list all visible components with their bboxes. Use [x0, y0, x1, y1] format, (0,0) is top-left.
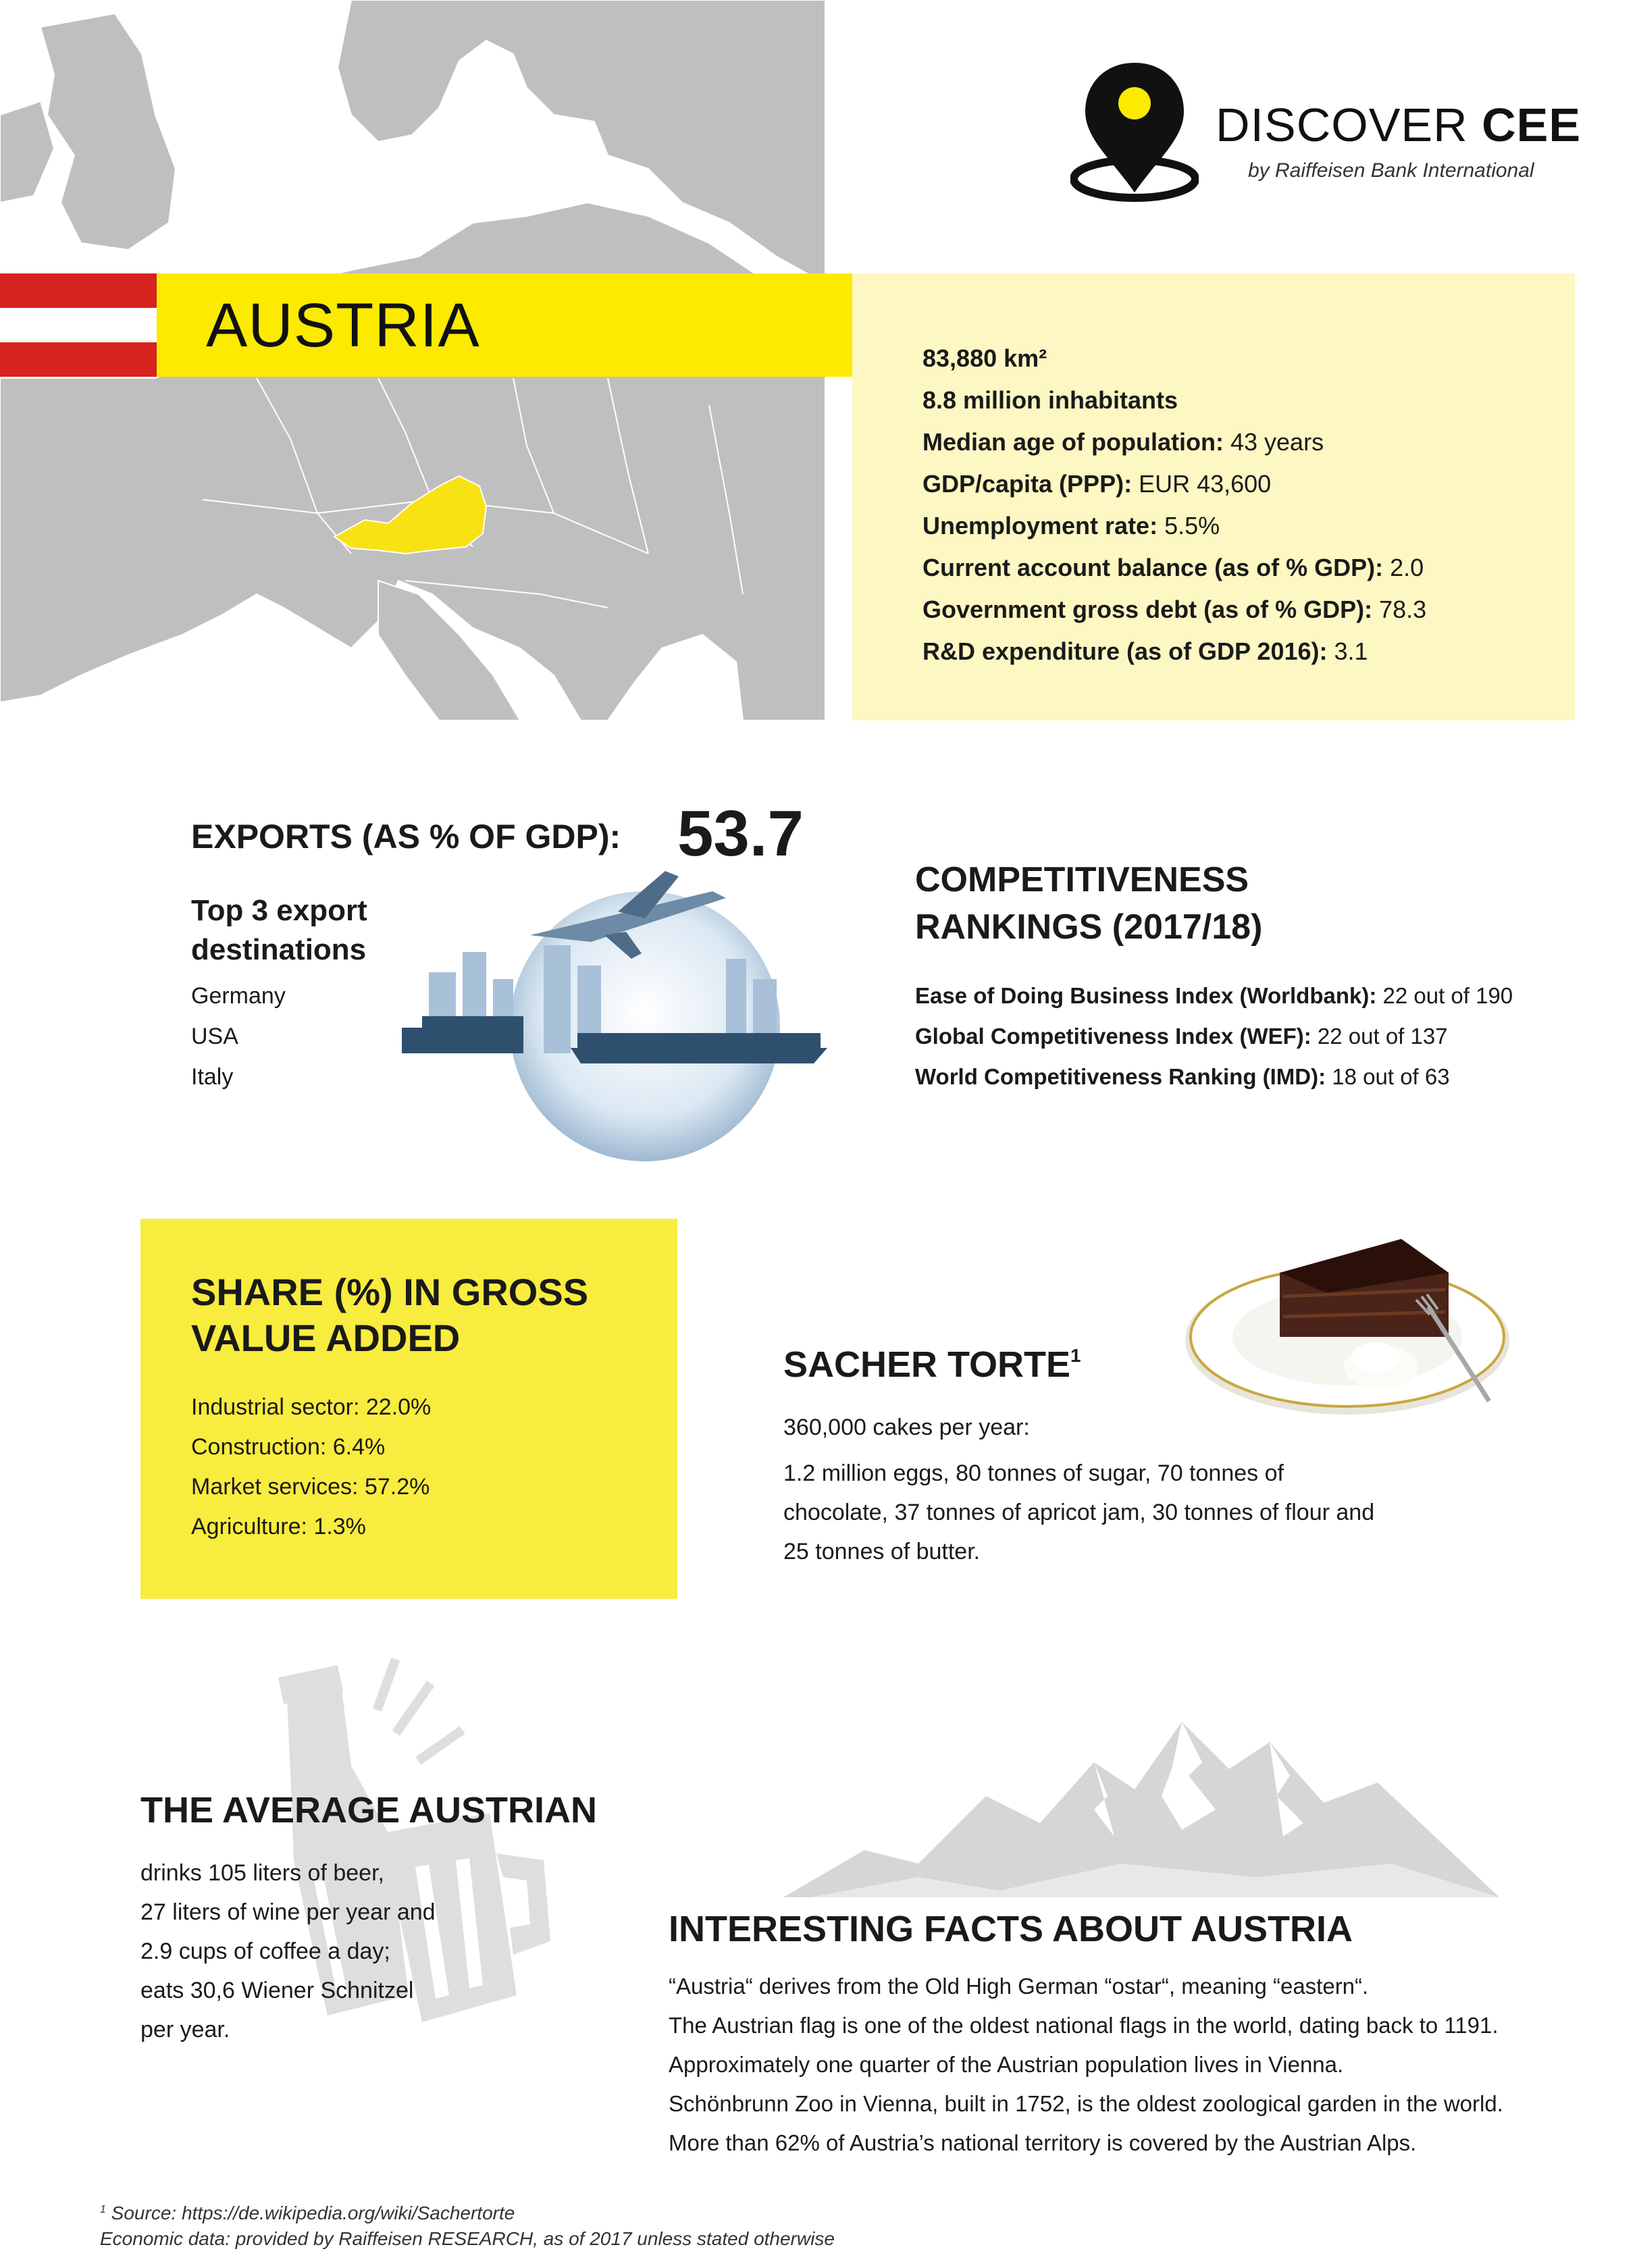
- key-fact-area: 83,880 km²: [923, 344, 1047, 372]
- average-austrian-title: THE AVERAGE AUSTRIAN: [140, 1790, 598, 1830]
- country-title: AUSTRIA: [206, 291, 480, 360]
- list-item: More than 62% of Austria’s national territory is covered by the Austrian Alps.: [669, 2130, 1417, 2155]
- key-fact-current-account: Current account balance (as of % GDP): 2.0: [923, 554, 1424, 581]
- key-fact-unemployment: Unemployment rate: 5.5%: [923, 512, 1220, 539]
- sacher-torte-title: SACHER TORTE$^1$: [783, 1344, 1081, 1385]
- interesting-facts-title: INTERESTING FACTS ABOUT AUSTRIA: [669, 1909, 1353, 1949]
- list-item: Agriculture: 1.3%: [191, 1514, 366, 1539]
- list-item: drinks 105 liters of beer,: [140, 1860, 384, 1886]
- list-item: Market services: 57.2%: [191, 1474, 430, 1500]
- key-fact-gov-debt: Government gross debt (as of % GDP): 78.3: [923, 596, 1427, 623]
- exports-value: 53.7: [677, 797, 804, 870]
- gva-title: SHARE (%) IN GROSS VALUE ADDED: [191, 1271, 589, 1359]
- footnote-economic-data: Economic data: provided by Raiffeisen RESEARCH, as of 2017 unless stated otherwise: [100, 2228, 835, 2249]
- austrian-flag: [0, 273, 157, 377]
- ranking-global-competitiveness: Global Competitiveness Index (WEF): 22 out of 137: [915, 1024, 1448, 1049]
- list-item: USA: [191, 1024, 238, 1049]
- list-item: Approximately one quarter of the Austrian population lives in Vienna.: [669, 2052, 1344, 2077]
- export-destinations-list: [191, 976, 286, 1097]
- location-pin-icon: [1070, 57, 1199, 203]
- logo-wordmark: DISCOVER CEE: [1216, 99, 1582, 151]
- sacher-torte-text: 1.2 million eggs, 80 tonnes of sugar, 70 tonnes of chocolate, 37 tonnes of apricot jam, 30 tonnes of flour and 25 tonnes of butter.: [783, 1460, 1375, 1564]
- key-facts-list: [923, 338, 1530, 673]
- list-item: “Austria“ derives from the Old High German “ostar“, meaning “eastern“.: [669, 1974, 1369, 1999]
- key-fact-median-age: Median age of population: 43 years: [923, 428, 1324, 456]
- list-item: Italy: [191, 1064, 234, 1090]
- exports-title: EXPORTS (AS % OF GDP):: [191, 818, 621, 855]
- competitiveness-title: COMPETITIVENESS RANKINGS (2017/18): [915, 860, 1263, 947]
- gva-list: [191, 1388, 431, 1547]
- list-item: The Austrian flag is one of the oldest national flags in the world, dating back to 1191.: [669, 2013, 1499, 2038]
- average-austrian-list: [140, 1853, 436, 2049]
- export-destinations-heading: Top 3 export destinations: [191, 894, 367, 966]
- interesting-facts-list: [669, 1967, 1503, 2163]
- list-item: eats 30,6 Wiener Schnitzel: [140, 1978, 414, 2003]
- competitiveness-list: [915, 976, 1513, 1097]
- key-fact-inhabitants: 8.8 million inhabitants: [923, 386, 1178, 414]
- list-item: Schönbrunn Zoo in Vienna, built in 1752, is the oldest zoological garden in the world.: [669, 2091, 1503, 2116]
- list-item: 2.9 cups of coffee a day;: [140, 1939, 390, 1964]
- footnote-source: $^1$ Source: https://de.wikipedia.org/wiki/Sachertorte: [100, 2203, 515, 2223]
- sacher-torte-lead: 360,000 cakes per year:: [783, 1415, 1030, 1440]
- list-item: Construction: 6.4%: [191, 1434, 386, 1460]
- list-item: per year.: [140, 2017, 230, 2042]
- sacher-torte-image: [1178, 1198, 1536, 1421]
- list-item: 27 liters of wine per year and: [140, 1899, 436, 1925]
- key-fact-rd-expenditure: R&D expenditure (as of GDP 2016): 3.1: [923, 637, 1368, 665]
- trade-illustration: [375, 871, 841, 1168]
- key-fact-gdp-capita: GDP/capita (PPP): EUR 43,600: [923, 470, 1272, 498]
- list-item: Germany: [191, 983, 286, 1009]
- logo-subtitle: by Raiffeisen Bank International: [1248, 159, 1534, 182]
- ranking-ease-of-business: Ease of Doing Business Index (Worldbank): 22 out of 190: [915, 983, 1513, 1008]
- list-item: Industrial sector: 22.0%: [191, 1394, 432, 1420]
- mountains-icon: [783, 1695, 1499, 1897]
- ranking-world-competitiveness: World Competitiveness Ranking (IMD): 18 out of 63: [915, 1064, 1450, 1089]
